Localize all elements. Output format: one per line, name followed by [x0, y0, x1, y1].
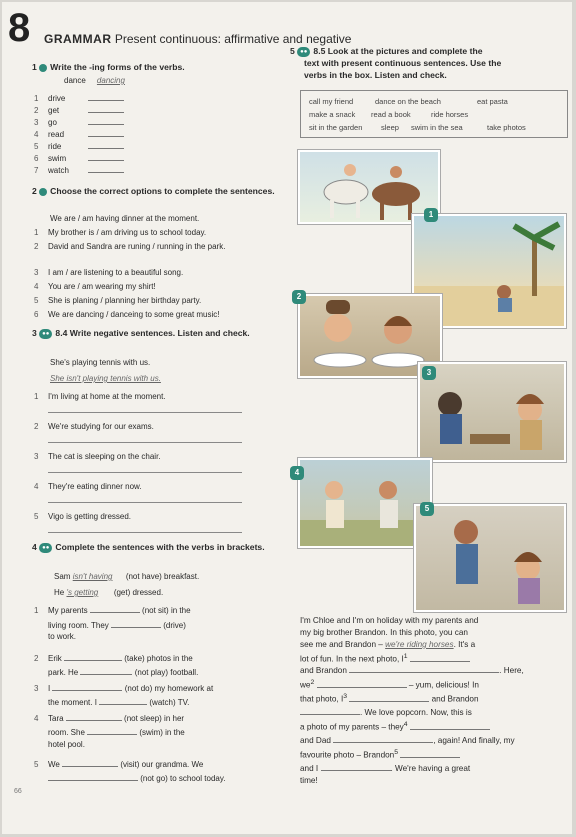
answer-blank[interactable] [88, 92, 124, 101]
story-line-13: time! [300, 776, 318, 785]
ex3-example-question: She's playing tennis with us. [50, 358, 151, 367]
ex5-heading: 5 ●● 8.5 Look at the pictures and complete the [290, 46, 483, 56]
ex4-item-1-line2: living room. They (drive) [48, 621, 186, 630]
answer-blank[interactable] [333, 734, 433, 743]
answer-blank[interactable] [87, 726, 137, 735]
story-line-9: a photo of my parents – they$^4$ [300, 720, 490, 733]
answer-blank[interactable] [88, 140, 124, 149]
ex3-item: 5 Vigo is getting dressed. [34, 512, 132, 521]
ex3-item: 3 The cat is sleeping on the chair. [34, 452, 161, 461]
ex1-item: 5 ride [34, 140, 124, 152]
ex2-item[interactable]: 6 We are dancing / danceing to some great music! [34, 310, 220, 319]
story-line-11: favourite photo – Brandon$^5$ [300, 748, 460, 761]
answer-blank[interactable] [300, 706, 360, 715]
ex1-item: 1 drive [34, 92, 124, 104]
ex1-example: dance dancing [64, 76, 125, 85]
answer-line[interactable] [48, 472, 242, 473]
story-line-3: see me and Brandon – we're riding horses. It's a [300, 640, 476, 649]
ex4-item-5-line2: (not go) to school today. [48, 772, 225, 784]
verb-box [300, 90, 568, 138]
ex4-item-2: 2 Erik (take) photos in the [34, 654, 193, 663]
answer-blank[interactable] [80, 666, 132, 675]
garden-illustration [300, 460, 430, 546]
ex1-item: 6 swim [34, 152, 124, 164]
picture-number-5: 5 [420, 502, 434, 516]
ex3-heading: 3 ●● 8.4 Write negative sentences. Listen and check. [32, 328, 250, 338]
photo-eating-snack [418, 362, 566, 462]
answer-blank[interactable] [62, 758, 118, 767]
answer-line[interactable] [48, 412, 242, 413]
answer-blank[interactable] [111, 619, 161, 628]
ex2-item[interactable]: 2 David and Sandra are runing / running in the park. [34, 242, 226, 251]
story-line-8: . We love popcorn. Now, this is [300, 706, 472, 718]
story-line-5: and Brandon . Here, [300, 666, 524, 675]
answer-blank[interactable] [349, 693, 429, 702]
ex1-item: 4 read [34, 128, 124, 140]
answer-blank[interactable] [88, 128, 124, 137]
ex4-example-1: Sam isn't having (not have) breakfast. [54, 572, 200, 581]
page-number: 66 [14, 788, 22, 795]
answer-blank[interactable] [410, 653, 470, 662]
ex2-item[interactable]: We are / am having dinner at the moment. [50, 214, 200, 223]
picture-number-2: 2 [292, 290, 306, 304]
audio-icon: ●● [297, 47, 310, 57]
answer-blank[interactable] [66, 712, 122, 721]
story-line-12: and I . We're having a great [300, 764, 471, 773]
story-line-6: $we^2$ – yum, delicious! In [300, 679, 479, 690]
ex2-heading: 2 Choose the correct options to complete the sentences. [32, 186, 275, 196]
box-phrase: make a snack [309, 110, 356, 119]
answer-line[interactable] [48, 532, 242, 533]
horses-illustration [300, 152, 438, 222]
story-line-1: I'm Chloe and I'm on holiday with my parents and [300, 616, 479, 625]
story-line-4: lot of fun. In the next photo, $I^1$ [300, 652, 470, 665]
box-phrase: sit in the garden [309, 123, 363, 132]
ex4-item-3: 3 I (not do) my homework at [34, 684, 214, 693]
ex3-item: 2 We're studying for our exams. [34, 422, 154, 431]
ex1-item: 2 get [34, 104, 124, 116]
photo-garden [298, 458, 432, 548]
title-rest: Present continuous: affirmative and negative [114, 32, 352, 46]
photo-taking-photos [414, 504, 566, 612]
answer-blank[interactable] [317, 679, 407, 688]
answer-blank[interactable] [64, 652, 122, 661]
audio-icon: ●● [39, 543, 52, 553]
unit-number: 8 [8, 6, 31, 50]
story-line-2: my big brother Brandon. In this photo, you can [300, 628, 468, 637]
answer-blank[interactable] [410, 721, 490, 730]
ex2-item[interactable]: 3 I am / are listening to a beautiful song. [34, 268, 184, 277]
answer-blank[interactable] [349, 664, 499, 673]
answer-blank[interactable] [52, 682, 122, 691]
answer-line[interactable] [48, 502, 242, 503]
ex5-heading-line2: text with present continuous sentences. Use the [304, 58, 502, 68]
story-line-7: that photo, $I^3$ and Brandon [300, 693, 479, 704]
listen-icon [39, 188, 47, 196]
ex4-heading: 4 ●● Complete the sentences with the verbs in brackets. [32, 542, 265, 552]
ex4-item-5: 5 We (visit) our grandma. We [34, 760, 204, 769]
page-title [44, 32, 351, 46]
answer-blank[interactable] [88, 152, 124, 161]
answer-blank[interactable] [88, 116, 124, 125]
ex5-heading-line3: verbs in the box. Listen and check. [304, 70, 447, 80]
workbook-page [2, 2, 572, 834]
ex3-item: 4 They're eating dinner now. [34, 482, 142, 491]
box-phrase: sleep [381, 123, 399, 132]
photo-riding-horses [298, 150, 440, 224]
picture-number-1: 1 [424, 208, 438, 222]
ex3-example-answer: She isn't playing tennis with us. [50, 374, 161, 383]
ex1-item: 3 go [34, 116, 124, 128]
answer-blank[interactable] [99, 696, 147, 705]
ex2-item[interactable]: 1 My brother is / am driving us to school today. [34, 228, 207, 237]
ex4-item-4: 4 Tara (not sleep) in her [34, 714, 185, 723]
ex3-item: 1 I'm living at home at the moment. [34, 392, 166, 401]
story-line-10: and Dad , again! And finally, my [300, 736, 515, 745]
box-phrase: read a book [371, 110, 411, 119]
ex4-item-4-line3: hotel pool. [48, 740, 85, 749]
answer-blank[interactable] [48, 772, 138, 781]
picture-number-4: 4 [290, 466, 304, 480]
ex4-item-4-line2: room. She (swim) in the [48, 728, 185, 737]
answer-line[interactable] [48, 442, 242, 443]
ex2-item[interactable]: 4 You are / am wearing my shirt! [34, 282, 156, 291]
answer-blank[interactable] [88, 104, 124, 113]
answer-blank[interactable] [400, 749, 460, 758]
answer-blank[interactable] [321, 762, 391, 771]
ex4-item-1: 1 My parents (not sit) in the [34, 606, 191, 615]
ex1-item: 7 watch [34, 164, 124, 176]
audio-icon: ●● [39, 329, 52, 339]
box-phrase: call my friend [309, 97, 354, 106]
box-phrase: take photos [487, 123, 526, 132]
box-phrase: eat pasta [477, 97, 508, 106]
snack-illustration [420, 364, 564, 460]
ex4-item-3-line2: the moment. I (watch) TV. [48, 698, 190, 707]
ex4-item-1-line3: to work. [48, 632, 77, 641]
ex2-item[interactable]: 5 She is planing / planning her birthday party. [34, 296, 202, 305]
ex1-heading: 1 Write the -ing forms of the verbs. [32, 62, 185, 72]
picture-number-3: 3 [422, 366, 436, 380]
ex4-item-2-line2: park. He (not play) football. [48, 668, 199, 677]
ex4-example-2: He 's getting (get) dressed. [54, 588, 164, 597]
answer-blank[interactable] [90, 604, 140, 613]
box-phrase: dance on the beach [375, 97, 441, 106]
answer-blank[interactable] [88, 164, 124, 173]
listen-icon [39, 64, 47, 72]
box-phrase: swim in the sea [411, 123, 463, 132]
title-bold: GRAMMAR [44, 32, 112, 46]
box-phrase: ride horses [431, 110, 469, 119]
photos-illustration [416, 506, 564, 610]
